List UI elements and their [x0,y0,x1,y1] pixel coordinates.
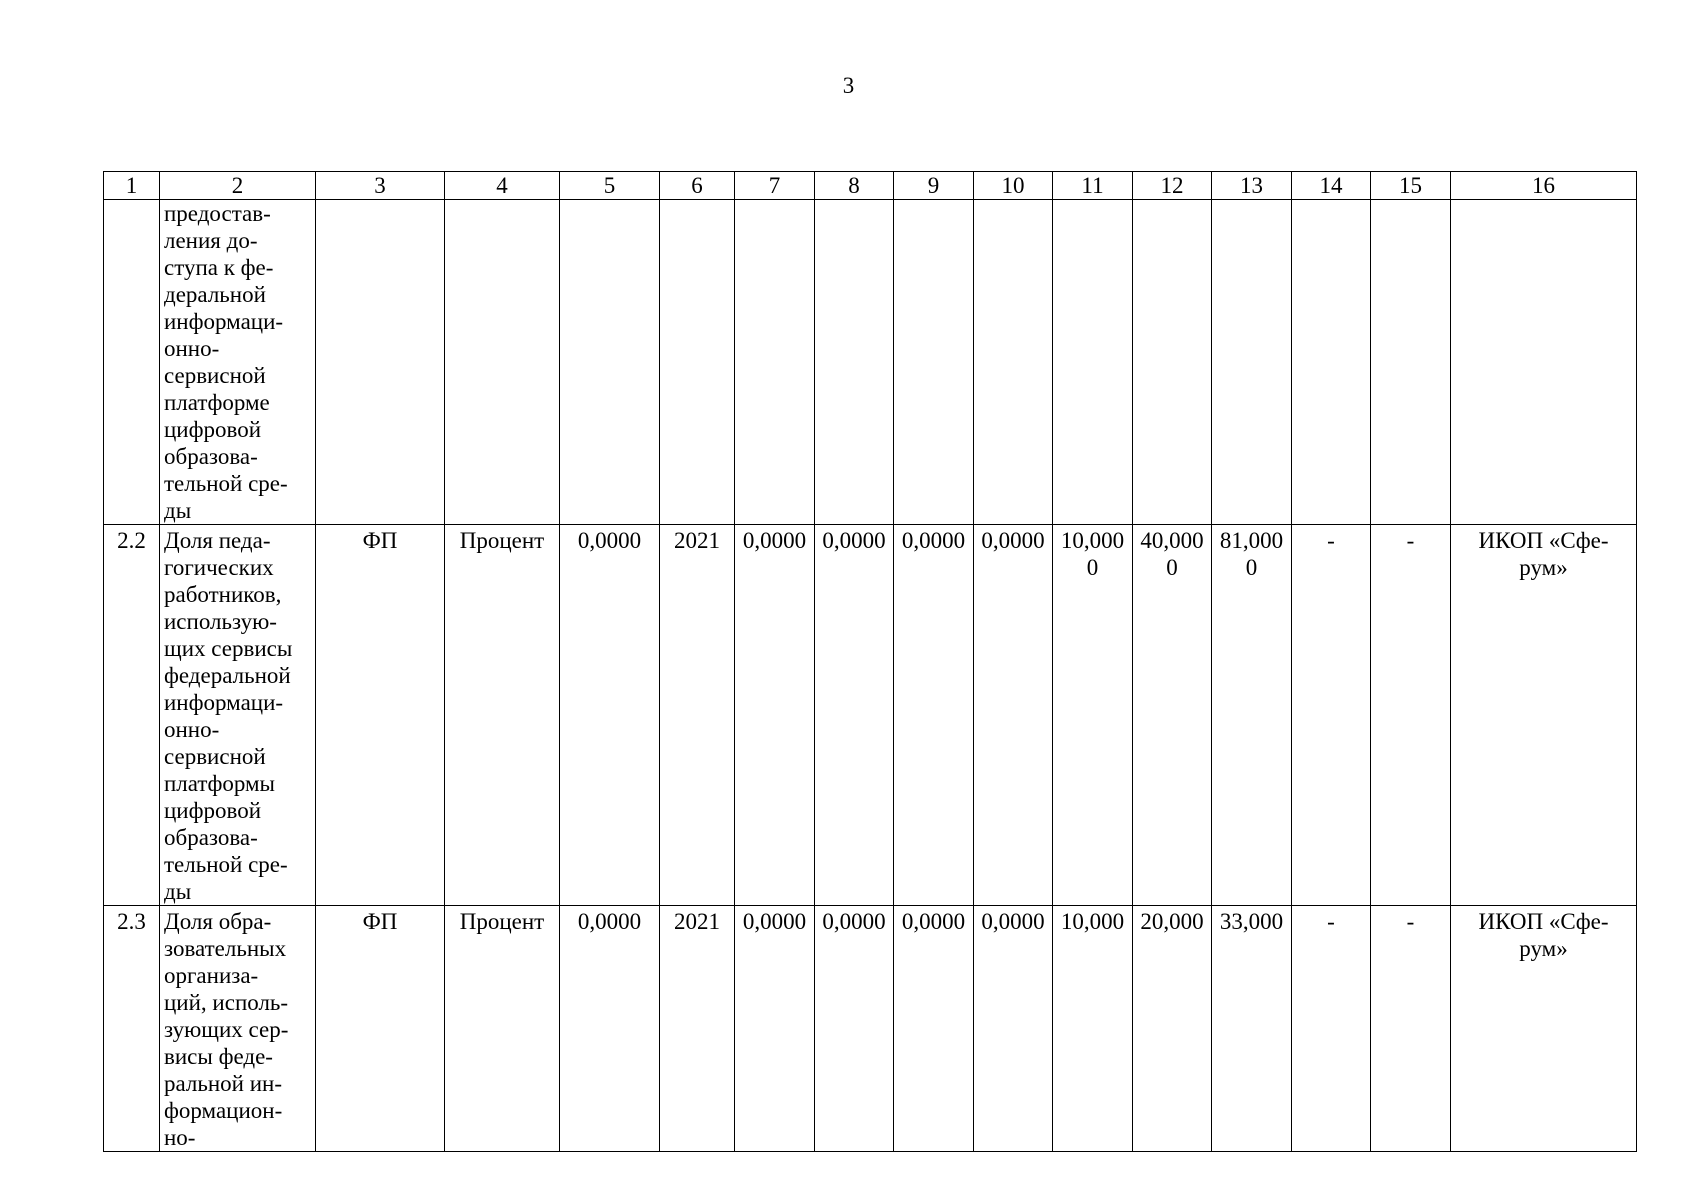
name-line: щих сервисы [164,636,293,661]
value-cell [1053,200,1133,525]
name-line: Доля педа- [164,528,271,553]
value-cell: 10,0000 [1053,525,1133,906]
name-line: использую- [164,609,277,634]
column-header: 10 [974,172,1053,200]
name-line: но- [164,1125,196,1150]
column-header: 4 [445,172,560,200]
column-header: 15 [1371,172,1451,200]
name-line: деральной [164,282,266,307]
name-line: цифровой [164,417,262,442]
name-line: организа- [164,963,259,988]
base-year-cell: 2021 [660,906,735,1152]
column-header: 2 [160,172,316,200]
name-line: висы феде- [164,1044,273,1069]
value-cell: 0,0000 [815,906,894,1152]
unit-cell [445,200,560,525]
information-system-cell [1451,200,1637,525]
value-cell: 0,0000 [894,525,974,906]
value-cell [1212,200,1292,525]
name-line: сервисной [164,744,266,769]
system-line: ИКОП «Сфе- [1478,528,1609,553]
page-number: 3 [842,73,855,98]
row-number-cell: 2.3 [104,906,160,1152]
column-header: 5 [560,172,660,200]
value-cell [1371,200,1451,525]
value-cell: - [1371,906,1451,1152]
value-cell: 33,000 [1212,906,1292,1152]
value-cell: 0,0000 [894,906,974,1152]
name-line: ступа к фе- [164,255,274,280]
name-line: гогических [164,555,274,580]
name-line: предостав- [164,201,271,226]
value-cell [894,200,974,525]
column-header: 1 [104,172,160,200]
name-line: платформе [164,390,270,415]
name-line: федеральной [164,663,291,688]
name-line: тельной сре- [164,471,288,496]
value-cell [735,200,815,525]
table-row [104,906,1637,1152]
column-header: 13 [1212,172,1292,200]
indicators-table [103,171,1637,1152]
value-cell: 0,0000 [735,525,815,906]
column-header: 8 [815,172,894,200]
indicator-name-cell [160,906,316,1152]
value-cell: - [1371,525,1451,906]
value-cell: 0,0000 [974,906,1053,1152]
name-line: ральной ин- [164,1071,283,1096]
name-line: образова- [164,825,258,850]
row-number-cell [104,200,160,525]
column-header: 9 [894,172,974,200]
unit-cell: Процент [445,906,560,1152]
level-cell: ФП [316,906,445,1152]
name-line: тельной сре- [164,852,288,877]
value-cell [1292,200,1371,525]
name-line: работников, [164,582,282,607]
value-cell: - [1292,525,1371,906]
system-line: рум» [1519,936,1568,961]
value-cell [1133,200,1212,525]
base-value-cell [560,200,660,525]
name-line: информаци- [164,309,284,334]
base-year-cell: 2021 [660,525,735,906]
system-line: ИКОП «Сфе- [1478,909,1609,934]
level-cell [316,200,445,525]
base-year-cell [660,200,735,525]
name-line: ций, исполь- [164,990,289,1015]
base-value-cell: 0,0000 [560,906,660,1152]
name-line: образова- [164,444,258,469]
information-system-cell [1451,906,1637,1152]
value-cell: 40,0000 [1133,525,1212,906]
unit-cell: Процент [445,525,560,906]
value-cell [815,200,894,525]
name-line: сервисной [164,363,266,388]
name-line: зующих сер- [164,1017,289,1042]
value-cell: 81,0000 [1212,525,1292,906]
column-header: 6 [660,172,735,200]
level-cell: ФП [316,525,445,906]
column-header: 12 [1133,172,1212,200]
value-cell: 0,0000 [815,525,894,906]
name-line: ды [164,879,192,904]
name-line: формацион- [164,1098,283,1123]
value-cell: 20,000 [1133,906,1212,1152]
column-header: 14 [1292,172,1371,200]
table-header-row [104,172,1637,200]
name-line: онно- [164,336,220,361]
indicator-name-cell [160,200,316,525]
indicator-name-cell [160,525,316,906]
name-line: зовательных [164,936,287,961]
name-line: платформы [164,771,276,796]
name-line: информаци- [164,690,284,715]
column-header: 7 [735,172,815,200]
value-cell [974,200,1053,525]
value-cell: 0,0000 [735,906,815,1152]
column-header: 3 [316,172,445,200]
system-line: рум» [1519,555,1568,580]
column-header: 11 [1053,172,1133,200]
value-cell: 10,000 [1053,906,1133,1152]
value-cell: 0,0000 [974,525,1053,906]
name-line: онно- [164,717,220,742]
name-line: ления до- [164,228,258,253]
column-header: 16 [1451,172,1637,200]
base-value-cell: 0,0000 [560,525,660,906]
table-row [104,200,1637,525]
name-line: ды [164,498,192,523]
name-line: Доля обра- [164,909,272,934]
name-line: цифровой [164,798,262,823]
row-number-cell: 2.2 [104,525,160,906]
information-system-cell [1451,525,1637,906]
table-row [104,525,1637,906]
value-cell: - [1292,906,1371,1152]
